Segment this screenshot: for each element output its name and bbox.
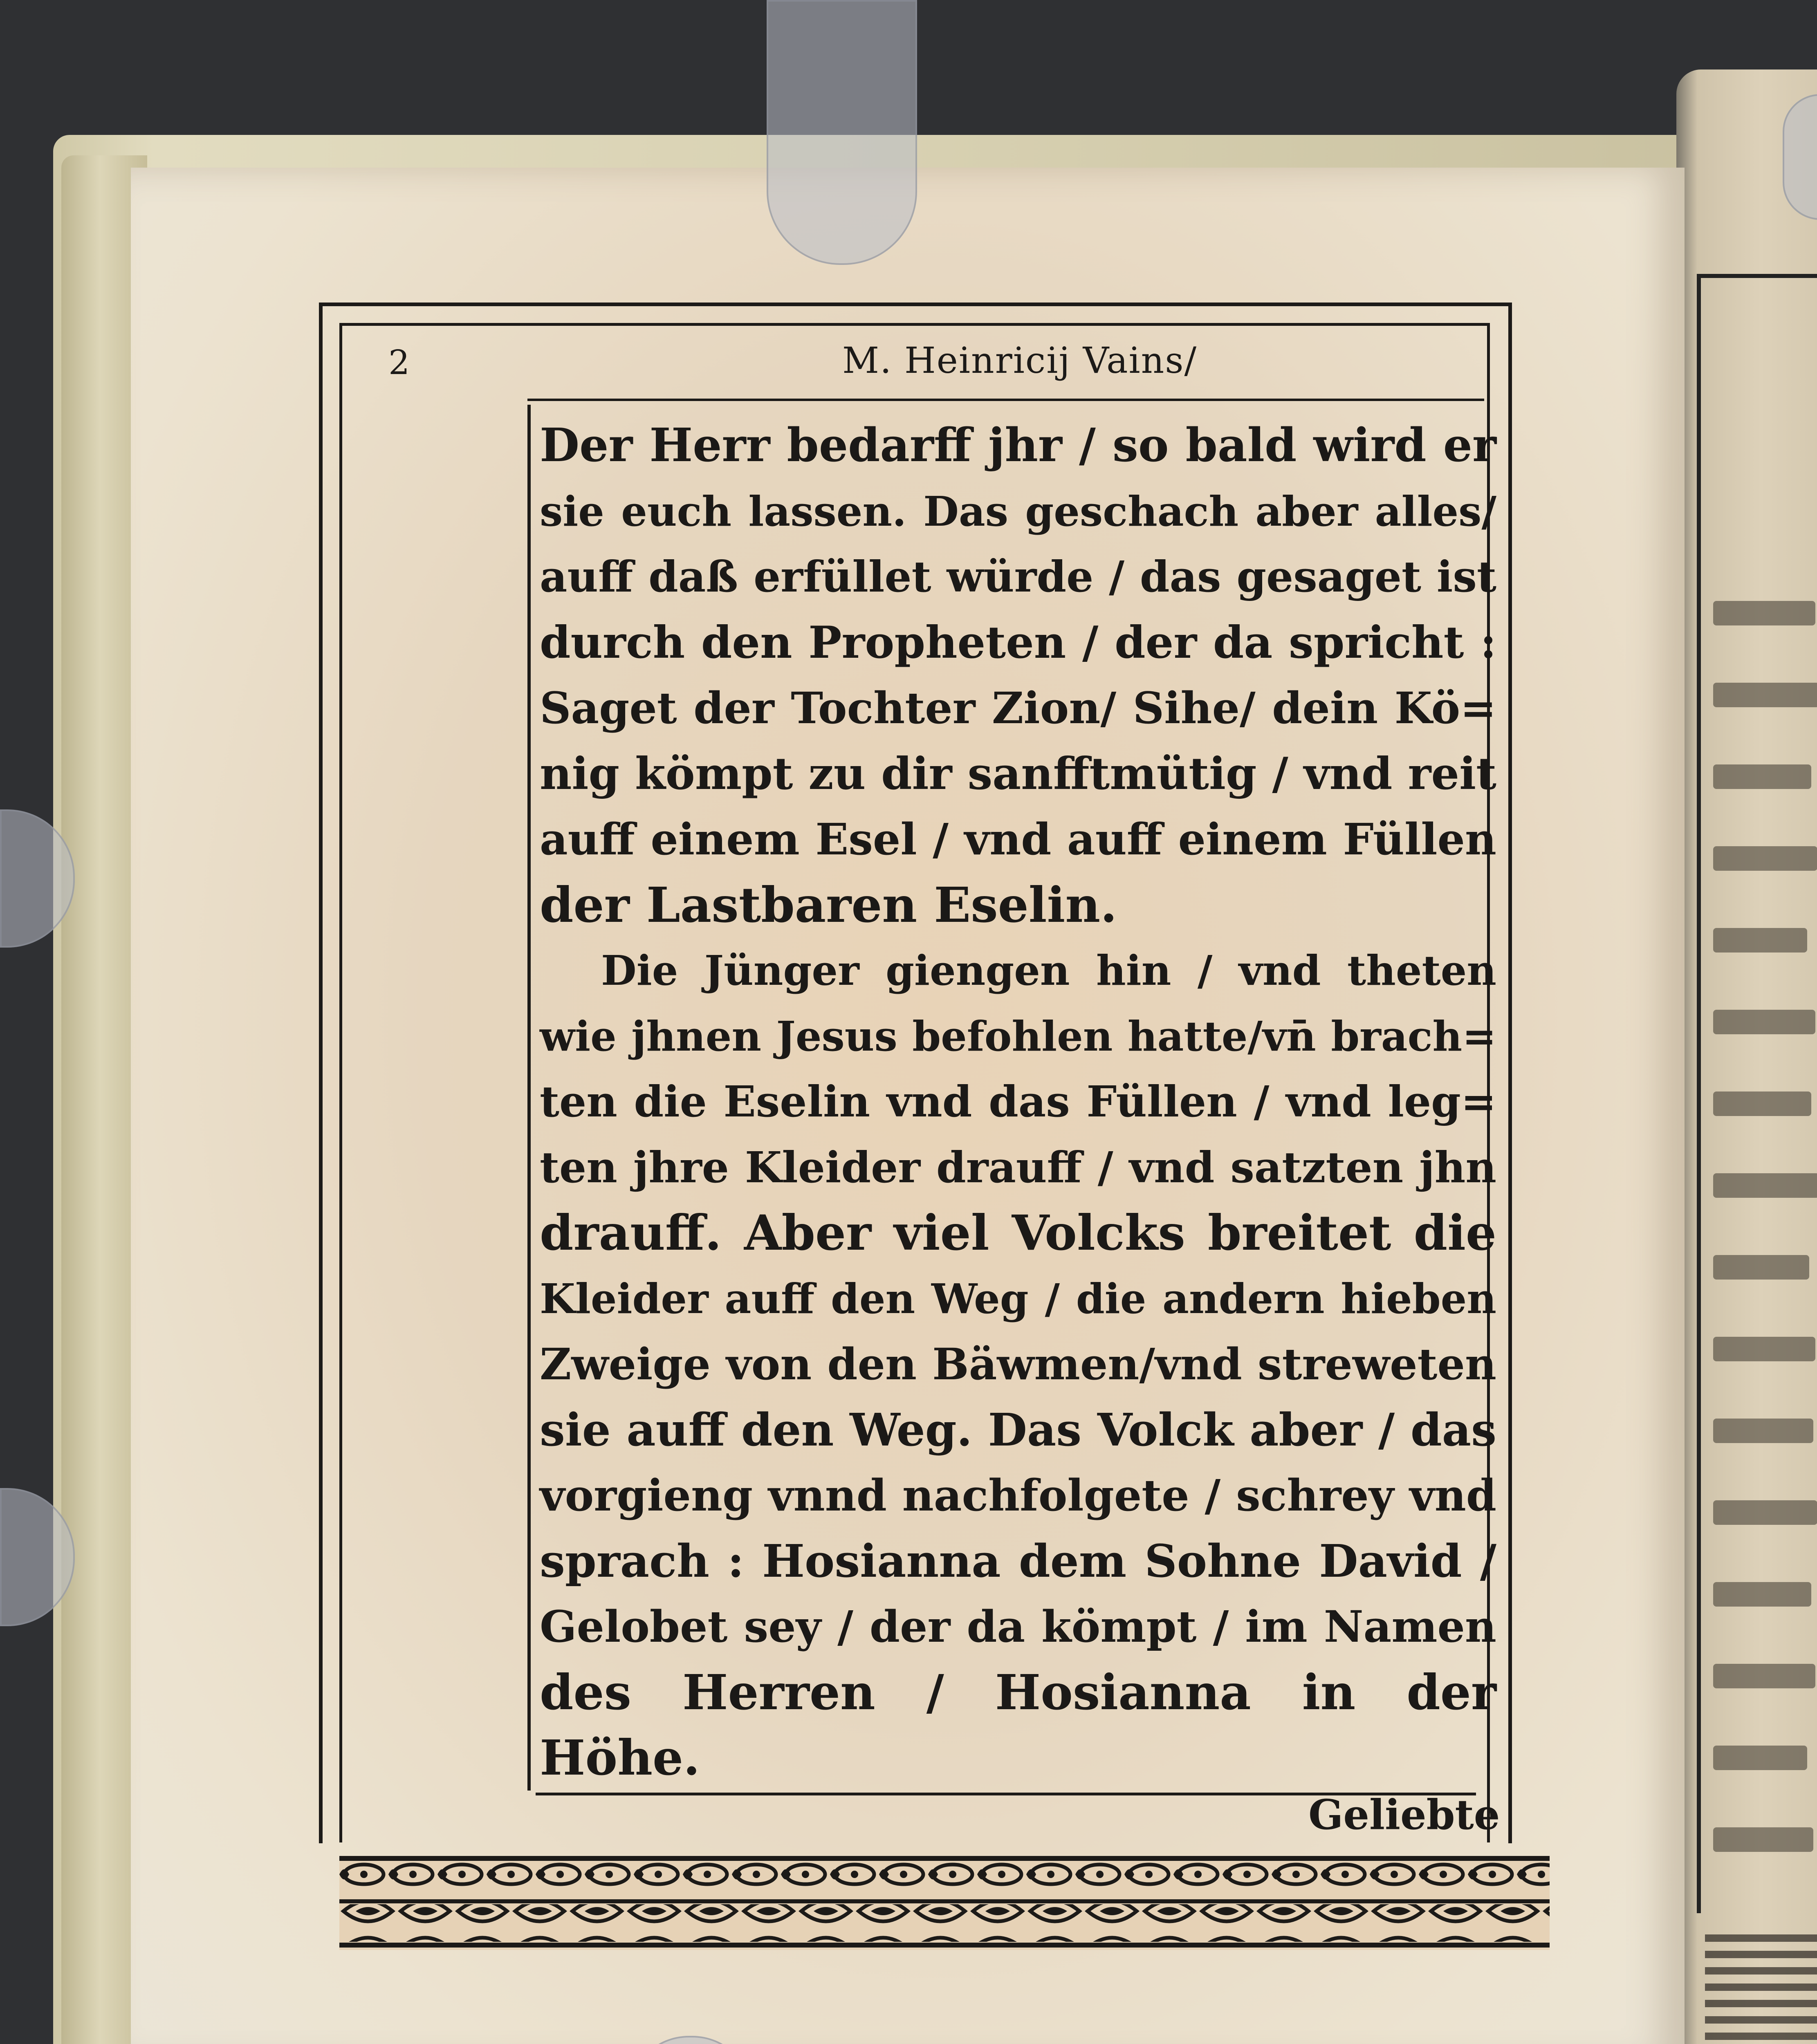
ornament-pattern: [339, 1856, 1550, 1950]
facing-text-line: [1713, 1827, 1813, 1852]
running-head: M. Heinricij Vains/: [842, 339, 1198, 381]
page-number: 2: [388, 343, 410, 382]
facing-text-line: [1713, 1500, 1817, 1525]
text-line: drauff. Aber viel Volcks breitet die: [540, 1204, 1496, 1261]
text-line: ten jhre Kleider drauff / vnd satzten jhn: [540, 1142, 1496, 1192]
facing-text-line: [1713, 1173, 1817, 1198]
text-line: vorgieng vnnd nachfolgete / schrey vnd: [540, 1470, 1496, 1521]
text-line: ten die Eselin vnd das Füllen / vnd leg=: [540, 1076, 1496, 1127]
facing-text-line: [1713, 846, 1817, 871]
text-line: sie euch lassen. Das geschach aber alles/: [540, 487, 1496, 536]
text-line: auff einem Esel / vnd auff einem Füllen: [540, 814, 1496, 865]
facing-text-line: [1713, 1337, 1815, 1361]
text-line: Kleider auff den Weg / die andern hieben: [540, 1274, 1496, 1323]
text-line: nig kömpt zu dir sanfftmütig / vnd reit: [540, 748, 1496, 800]
text-line: sie auff den Weg. Das Volck aber / das: [540, 1403, 1496, 1456]
right-clip: [1783, 94, 1817, 220]
facing-text-line: [1713, 1746, 1807, 1770]
facing-text-line: [1713, 764, 1811, 789]
ornamental-border: [339, 1856, 1550, 1950]
top-clip: [767, 0, 917, 265]
text-line: Saget der Tochter Zion/ Sihe/ dein Kö=: [540, 682, 1496, 733]
facing-text-line: [1713, 1010, 1815, 1034]
facing-text-line: [1713, 1255, 1809, 1280]
body-text: [540, 413, 1496, 1791]
text-line: Zweige von den Bäwmen/vnd streweten: [540, 1338, 1496, 1390]
text-line: sprach : Hosianna dem Sohne David /: [540, 1534, 1496, 1587]
facing-text-line: [1713, 683, 1817, 707]
facing-ornament: [1705, 1934, 1817, 2044]
facing-text-line: [1713, 1664, 1815, 1688]
header-rule: [527, 399, 1484, 401]
facing-text-line: [1713, 601, 1815, 625]
text-line: durch den Propheten / der da spricht :: [540, 616, 1496, 668]
text-line: wie jhnen Jesus befohlen hatte/vn̄ brach=: [540, 1012, 1496, 1060]
facing-text-line: [1713, 1091, 1811, 1116]
text-line: Gelobet sey / der da kömpt / im Namen: [540, 1601, 1496, 1652]
facing-text-line: [1713, 1419, 1813, 1443]
text-line: Höhe.: [540, 1729, 700, 1786]
facing-text-line: [1713, 928, 1807, 953]
text-line: Der Herr bedarff jhr / so bald wird er: [540, 419, 1496, 472]
text-line: Die Jünger giengen hin / vnd theten: [601, 946, 1496, 995]
facing-page: [1676, 69, 1817, 2044]
text-line: auff daß erfüllet würde / das gesaget ist: [540, 551, 1496, 602]
catchword: Geliebte: [1308, 1791, 1500, 1839]
facing-text-line: [1713, 1582, 1811, 1607]
text-line: der Lastbaren Eselin.: [540, 876, 1117, 933]
text-line: des Herren / Hosianna in der: [540, 1663, 1496, 1721]
